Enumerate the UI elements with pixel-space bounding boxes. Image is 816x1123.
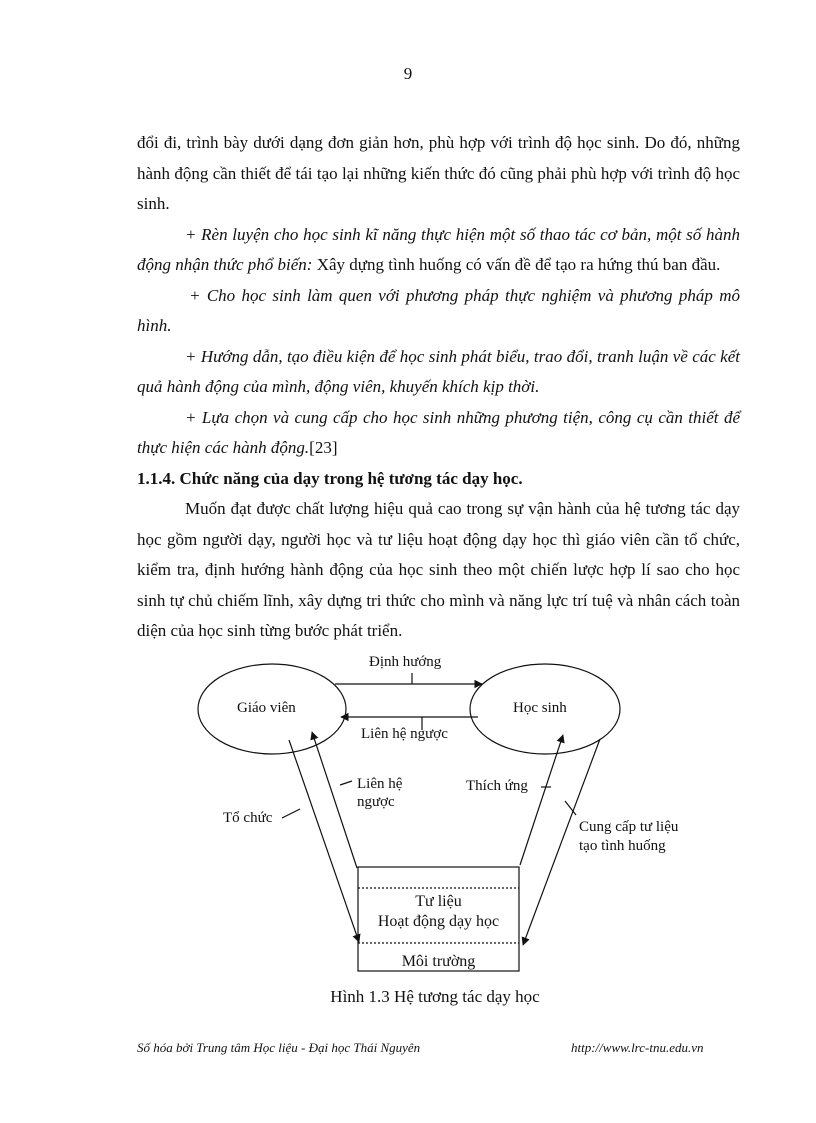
materials-label-line2: Hoạt động dạy học <box>377 913 500 930</box>
figure-caption: Hình 1.3 Hệ tương tác dạy học <box>330 987 540 1006</box>
feedback-left-arrow <box>312 732 357 868</box>
paragraph-2-italic: + Rèn luyện cho học sinh kĩ năng thực hiện một số thao tác cơ bản, một số hành động nhận thức phổ biến: <box>137 224 740 274</box>
paragraph-5-citation: [23] <box>309 438 338 457</box>
provide-label-line2: tạo tình huống <box>579 838 666 854</box>
adapt-label: Thích ứng <box>466 778 528 794</box>
organize-leader <box>282 809 300 818</box>
paragraph-4-italic: + Hướng dẫn, tạo điều kiện để học sinh phát biểu, trao đổi, tranh luận về các kết quả hành động của mình, động viên, khuyến khích kịp thời. <box>137 346 740 396</box>
student-label: Học sinh <box>513 700 567 716</box>
feedback-left-leader <box>340 781 352 785</box>
feedback-top-label: Liên hệ ngược <box>361 726 448 742</box>
provide-label-line1: Cung cấp tư liệu <box>579 819 679 835</box>
orientation-label: Định hướng <box>369 654 442 670</box>
paragraph-3-italic: + Cho học sinh làm quen với phương pháp thực nghiệm và phương pháp mô hình. <box>137 285 740 335</box>
footer-right[interactable]: http://www.lrc-tnu.edu.vn <box>571 1040 704 1055</box>
feedback-left-label-line2: ngược <box>357 794 395 810</box>
page-number: 9 <box>403 64 413 83</box>
paragraph-5-italic: + Lựa chọn và cung cấp cho học sinh những phương tiện, công cụ cần thiết để thực hiện các hành động. <box>137 407 740 457</box>
section-paragraph: Muốn đạt được chất lượng hiệu quả cao trong sự vận hành của hệ tương tác dạy học gồm người dạy, người học và tư liệu hoạt động dạy học thì giáo viên cần tổ chức, kiểm tra, định hướng hành động của học sinh theo một chiến lược hợp lí sao cho học sinh tự chủ chiếm lĩnh, xây dựng tri thức cho mình và năng lực trí tuệ và nhân cách toàn diện của học sinh từng bước phát triển. <box>137 499 740 640</box>
paragraph-1: đổi đi, trình bày dưới dạng đơn giản hơn, phù hợp với trình độ học sinh. Do đó, những hành động cần thiết để tái tạo lại những kiến thức đó cũng phải phù hợp với trình độ học sinh. <box>137 133 740 213</box>
footer-left: Số hóa bởi Trung tâm Học liệu - Đại học Thái Nguyên <box>137 1040 421 1055</box>
organize-label: Tổ chức <box>223 810 273 826</box>
environment-label: Môi trường <box>401 953 476 970</box>
feedback-left-label-line1: Liên hệ <box>357 776 403 792</box>
materials-label-line1: Tư liệu <box>415 893 462 910</box>
section-heading: 1.1.4. Chức năng của dạy trong hệ tương tác dạy học. <box>137 468 523 488</box>
paragraph-2-plain: Xây dựng tình huống có vấn đề để tạo ra hứng thú ban đầu. <box>312 255 721 274</box>
teacher-label: Giáo viên <box>237 700 296 716</box>
